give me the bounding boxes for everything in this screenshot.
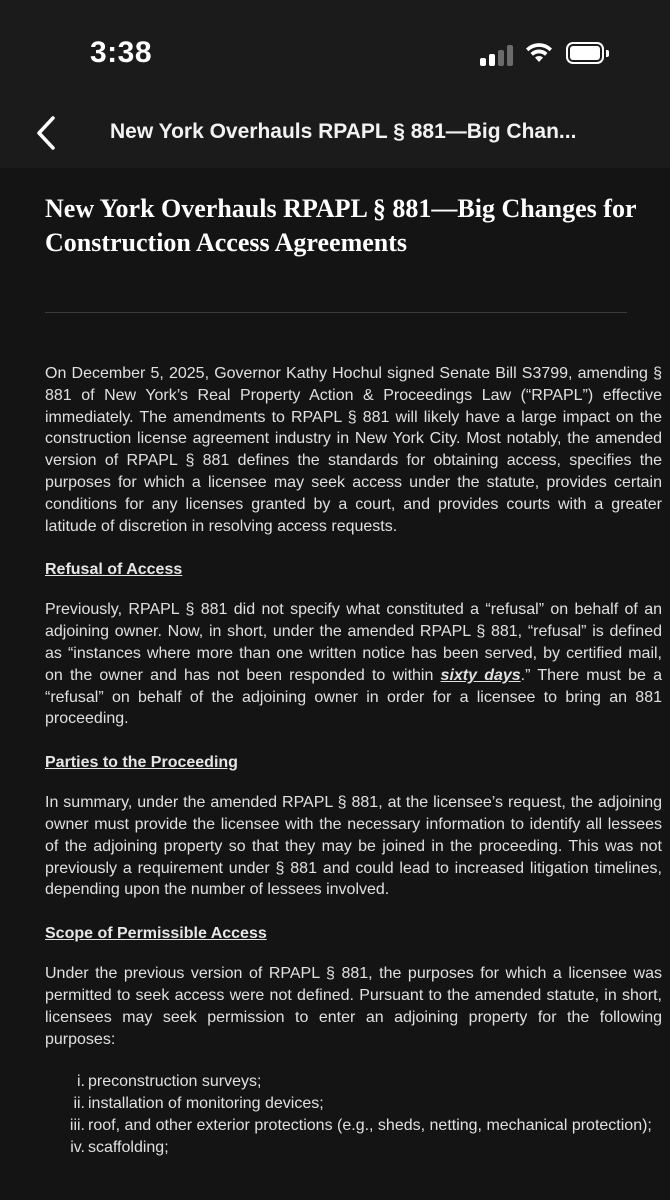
title-divider xyxy=(45,312,627,313)
list-item-text: installation of monitoring devices; xyxy=(88,1095,324,1113)
battery-icon xyxy=(566,42,604,64)
wifi-icon xyxy=(524,40,554,64)
section-heading-parties: Parties to the Proceeding xyxy=(45,754,238,772)
section-heading-refusal: Refusal of Access xyxy=(45,561,183,579)
refusal-text-before: Previously, RPAPL § 881 did not specify what constituted a “refusal” on behalf of an adjoining owner. Now, in short, under the amended RPAPL § 881, “refusal” is defined as “instances where more than one written notice has been served, by certified mail, on the owner and has not been responded to within xyxy=(45,601,662,684)
article-title: New York Overhauls RPAPL § 881—Big Changes for Construction Access Agreements xyxy=(45,194,637,257)
list-item-text: scaffolding; xyxy=(88,1138,169,1156)
list-item xyxy=(45,1137,662,1159)
scope-paragraph: Under the previous version of RPAPL § 881, the purposes for which a licensee was permitted to seek access were not defined. Pursuant to the amended statute, in short, licensees may seek permission to enter an adjoining property for the following purposes: xyxy=(45,965,662,1048)
list-item-number: iii. xyxy=(69,1116,85,1134)
refusal-paragraph xyxy=(45,599,662,730)
list-item xyxy=(45,1093,662,1115)
article-page[interactable] xyxy=(0,168,670,1200)
refusal-emphasis: sixty days xyxy=(440,666,521,684)
status-time: 3:38 xyxy=(90,36,153,69)
intro-paragraph: On December 5, 2025, Governor Kathy Hochul signed Senate Bill S3799, amending § 881 of New York’s Real Property Action & Proceedings Law (“RPAPL”) effective immediately. The amendments to RPAPL § 881 will likely have a large impact on the construction license agreement industry in New York City. Most notably, the amended version of RPAPL § 881 defines the standards for obtaining access, specifies the purposes for which a licensee may seek access under the statute, provides certain conditions for any licenses granted by a court, and provides courts with a greater latitude of discretion in resolving access requests. xyxy=(45,365,662,535)
cellular-signal-icon xyxy=(480,44,514,66)
navigation-bar xyxy=(0,100,670,168)
nav-title: New York Overhauls RPAPL § 881—Big Chan... xyxy=(110,120,577,143)
list-item xyxy=(45,1071,662,1093)
article-content xyxy=(45,168,662,1200)
refusal-text-after: .” There must be a “refusal” on behalf of the adjoining owner in order for a licensee to bring an 881 proceeding. xyxy=(45,666,662,728)
back-button[interactable] xyxy=(26,108,66,158)
status-bar xyxy=(0,0,670,100)
list-item-text: roof, and other exterior protections (e.g., sheds, netting, mechanical protection); xyxy=(88,1116,652,1134)
list-item-text: preconstruction surveys; xyxy=(88,1073,262,1091)
list-item-number: ii. xyxy=(73,1095,85,1113)
list-item-number: i. xyxy=(77,1073,85,1091)
parties-paragraph: In summary, under the amended RPAPL § 881, at the licensee’s request, the adjoining owner must provide the licensee with the necessary information to identify all lessees of the adjoining property so that they may be joined in the proceeding. This was not previously a requirement under § 881 and could lead to increased litigation timelines, depending upon the number of lessees involved. xyxy=(45,794,662,899)
list-item xyxy=(45,1115,662,1137)
purposes-list xyxy=(45,1071,662,1158)
section-heading-scope: Scope of Permissible Access xyxy=(45,925,267,943)
chevron-left-icon xyxy=(35,115,57,151)
list-item-number: iv. xyxy=(70,1138,85,1156)
